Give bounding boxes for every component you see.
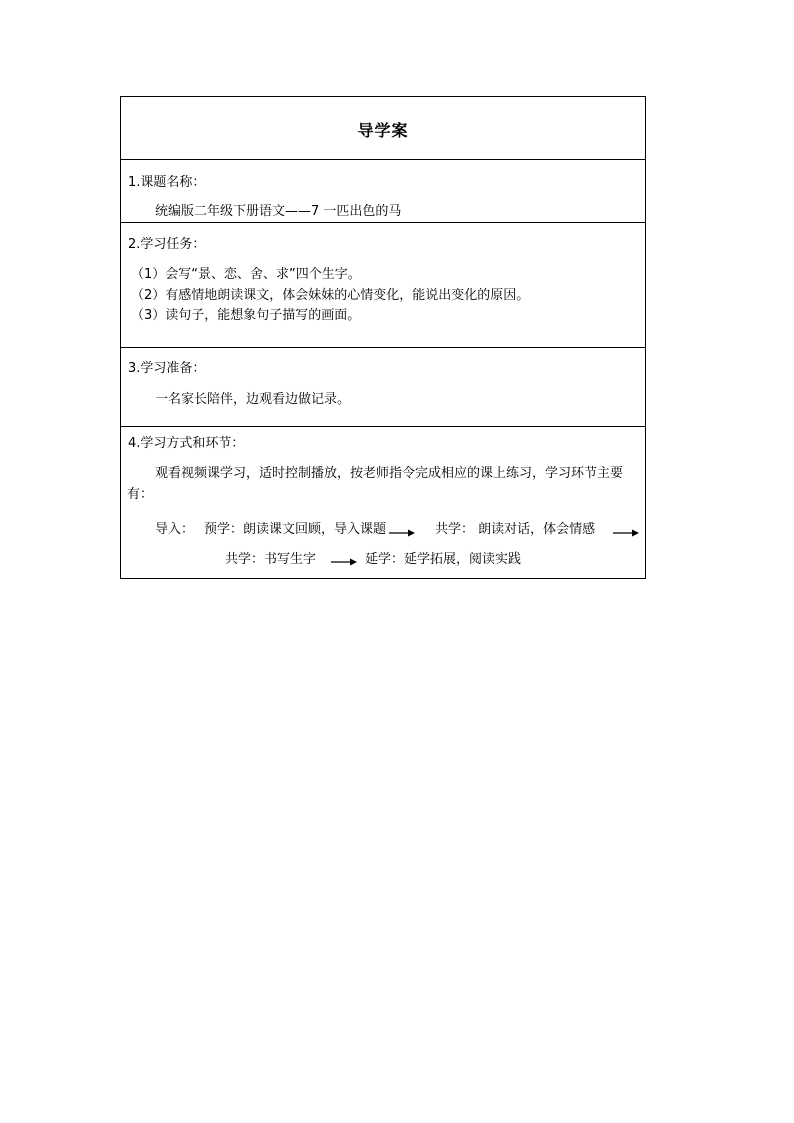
flow-step-colearn-writing: 共学：书写生字 <box>225 552 317 567</box>
document-title: 导学案 <box>357 121 409 140</box>
flow-step-extension: 延学：延学拓展，阅读实践 <box>365 552 522 567</box>
task-item-3: （3）读句子，能想象句子描写的画面。 <box>131 308 361 323</box>
lesson-name-content: 统编版二年级下册语文——7 一匹出色的马 <box>155 204 402 219</box>
learning-method-paragraph: 观看视频课学习，适时控制播放，按老师指令完成相应的课上练习，学习环节主要有： <box>127 466 624 502</box>
flow-step-colearn-reading: 共学： 朗读对话，体会情感 <box>435 522 596 537</box>
learning-method-row <box>121 427 645 578</box>
task-item-1: （1）会写“景、恋、舍、求”四个生字。 <box>131 267 361 282</box>
learning-tasks-heading: 2.学习任务： <box>128 237 206 252</box>
learning-method-heading: 4.学习方式和环节： <box>128 436 245 451</box>
title-row <box>121 97 645 160</box>
lesson-name-heading: 1.课题名称： <box>128 175 206 190</box>
flow-intro-label: 导入： <box>155 522 195 537</box>
lesson-name-row <box>121 160 645 223</box>
preparation-heading: 3.学习准备： <box>128 361 206 376</box>
arrow-right-icon <box>613 528 639 538</box>
learning-tasks-row <box>121 223 645 348</box>
arrow-right-icon <box>331 557 357 567</box>
arrow-right-icon <box>389 528 415 538</box>
preparation-row <box>121 348 645 427</box>
flow-step-preview: 预学：朗读课文回顾，导入课题 <box>204 522 387 537</box>
preparation-content: 一名家长陪伴，边观看边做记录。 <box>155 392 351 407</box>
task-item-2: （2）有感情地朗读课文，体会妹妹的心情变化，能说出变化的原因。 <box>131 288 530 303</box>
study-guide-table <box>120 96 646 579</box>
